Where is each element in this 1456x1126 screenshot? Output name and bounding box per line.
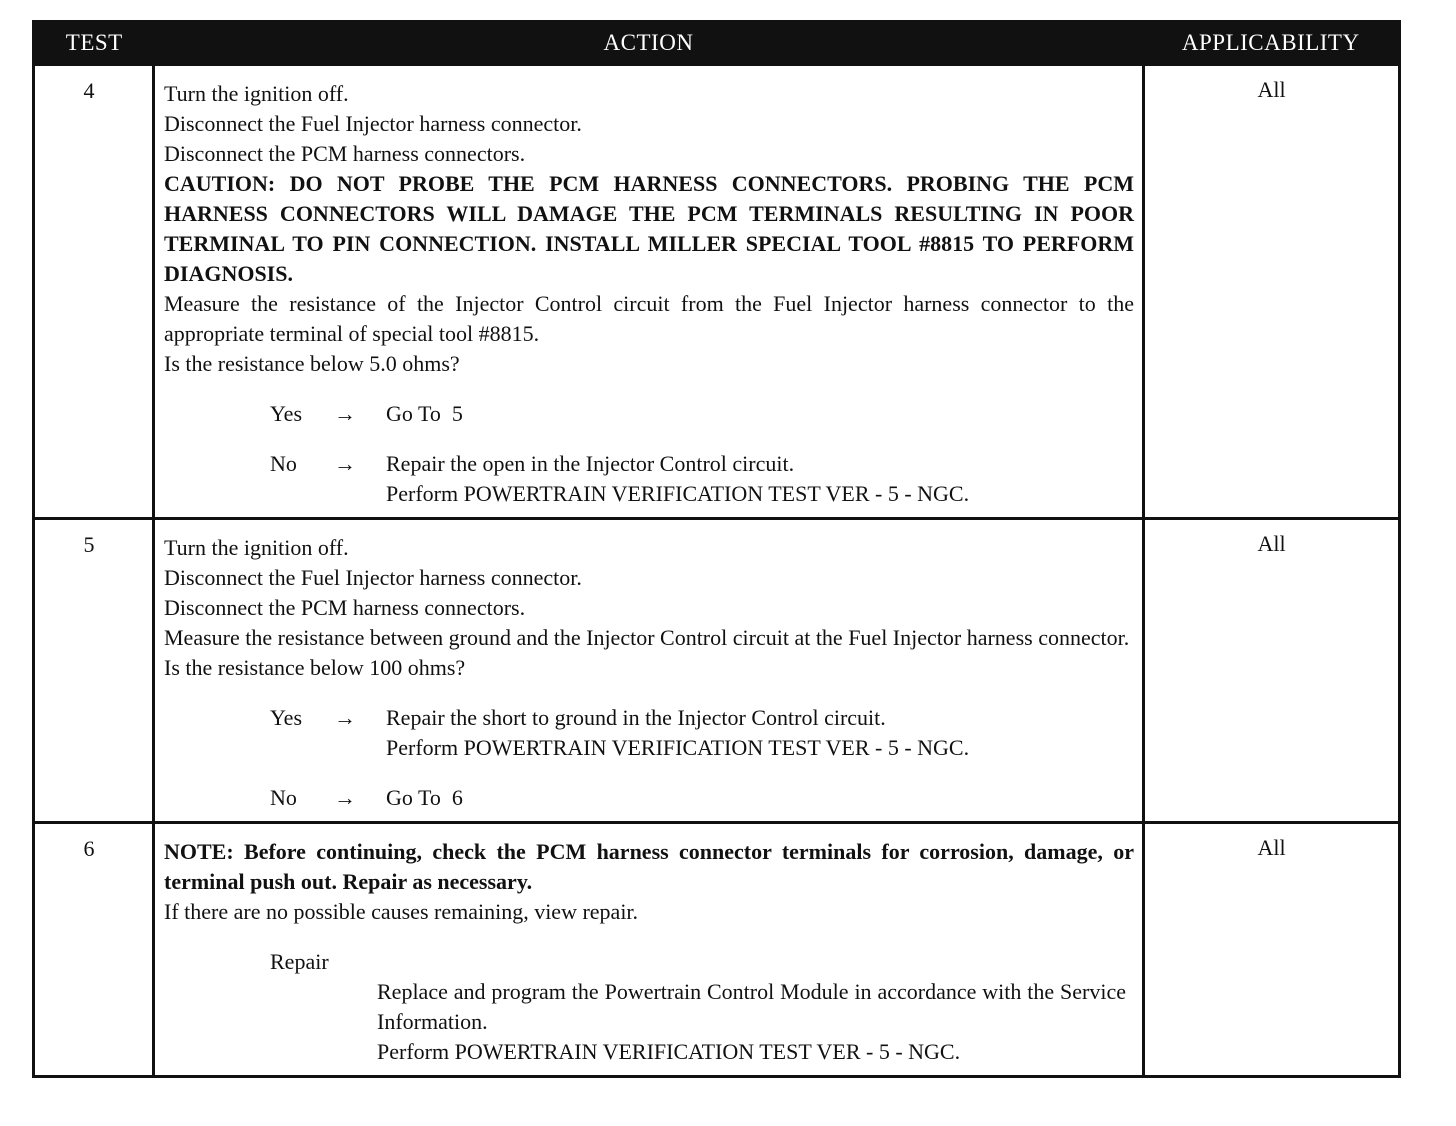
test-number: 6 [34,823,154,1077]
test-number: 5 [34,519,154,823]
no-label: No [270,785,297,810]
step-text: Disconnect the Fuel Injector harness connector. [164,565,582,590]
no-result-link[interactable]: Go To 6 [386,785,463,810]
applicability-value: All [1144,823,1400,1077]
outcomes [164,703,1134,813]
outcome-yes [270,399,1134,429]
yes-label: Yes [270,705,303,730]
action-cell [154,65,1144,519]
verification-link[interactable]: Perform POWERTRAIN VERIFICATION TEST VER - 5 - NGC. [386,735,970,760]
question-text: Is the resistance below 100 ohms? [164,655,466,680]
verification-link[interactable]: Perform POWERTRAIN VERIFICATION TEST VER - 5 - NGC. [377,1039,961,1064]
outcomes [164,399,1134,509]
table-row [34,65,1400,519]
header-action: ACTION [154,22,1144,65]
test-number: 4 [34,65,154,519]
step-text: Turn the ignition off. [164,81,349,106]
repair-label: Repair [270,949,329,974]
header-test: TEST [34,22,154,65]
table-header [34,22,1400,65]
yes-label: Yes [270,401,303,426]
question-text: Is the resistance below 5.0 ohms? [164,351,460,376]
step-text: Disconnect the Fuel Injector harness connector. [164,111,582,136]
applicability-value: All [1144,519,1400,823]
step-text: Disconnect the PCM harness connectors. [164,141,526,166]
info-text: If there are no possible causes remaining, view repair. [164,899,639,924]
arrow-icon: → [334,705,356,730]
measure-text: Measure the resistance of the Injector Control circuit from the Fuel Injector harness connector to the appropriate terminal of special tool #8815. [164,291,1134,346]
caution-text: CAUTION: DO NOT PROBE THE PCM HARNESS CONNECTORS. PROBING THE PCM HARNESS CONNECTORS WILL DAMAGE THE PCM TERMINALS RESULTING IN POOR TERMINAL TO PIN CONNECTION. INSTALL MILLER SPECIAL TOOL #8815 TO PERFORM DIAGNOSIS. [164,171,1134,286]
repair-text: Replace and program the Powertrain Control Module in accordance with the Service Information. [377,979,1126,1034]
arrow-icon: → [334,451,356,476]
no-result-line: Repair the open in the Injector Control circuit. [386,451,795,476]
repair-block [164,947,1134,1067]
note-text: NOTE: Before continuing, check the PCM harness connector terminals for corrosion, damage, or terminal push out. Repair as necessary. [164,839,1134,894]
applicability-value: All [1144,65,1400,519]
table-row [34,519,1400,823]
step-text: Turn the ignition off. [164,535,349,560]
diagnostic-table [32,20,1401,1078]
yes-result-link[interactable]: Go To 5 [386,401,463,426]
yes-result-line: Repair the short to ground in the Injector Control circuit. [386,705,886,730]
step-text: Disconnect the PCM harness connectors. [164,595,526,620]
header-applicability: APPLICABILITY [1144,22,1400,65]
outcome-yes [270,703,1134,763]
outcome-no [270,783,1134,813]
arrow-icon: → [334,785,356,810]
outcome-no [270,449,1134,509]
action-cell [154,519,1144,823]
measure-text: Measure the resistance between ground and the Injector Control circuit at the Fuel Injector harness connector. [164,625,1130,650]
no-result [386,449,1134,509]
no-label: No [270,451,297,476]
verification-link[interactable]: Perform POWERTRAIN VERIFICATION TEST VER - 5 - NGC. [386,481,970,506]
action-cell [154,823,1144,1077]
arrow-icon: → [334,401,356,426]
yes-result [386,703,1134,763]
table-row [34,823,1400,1077]
